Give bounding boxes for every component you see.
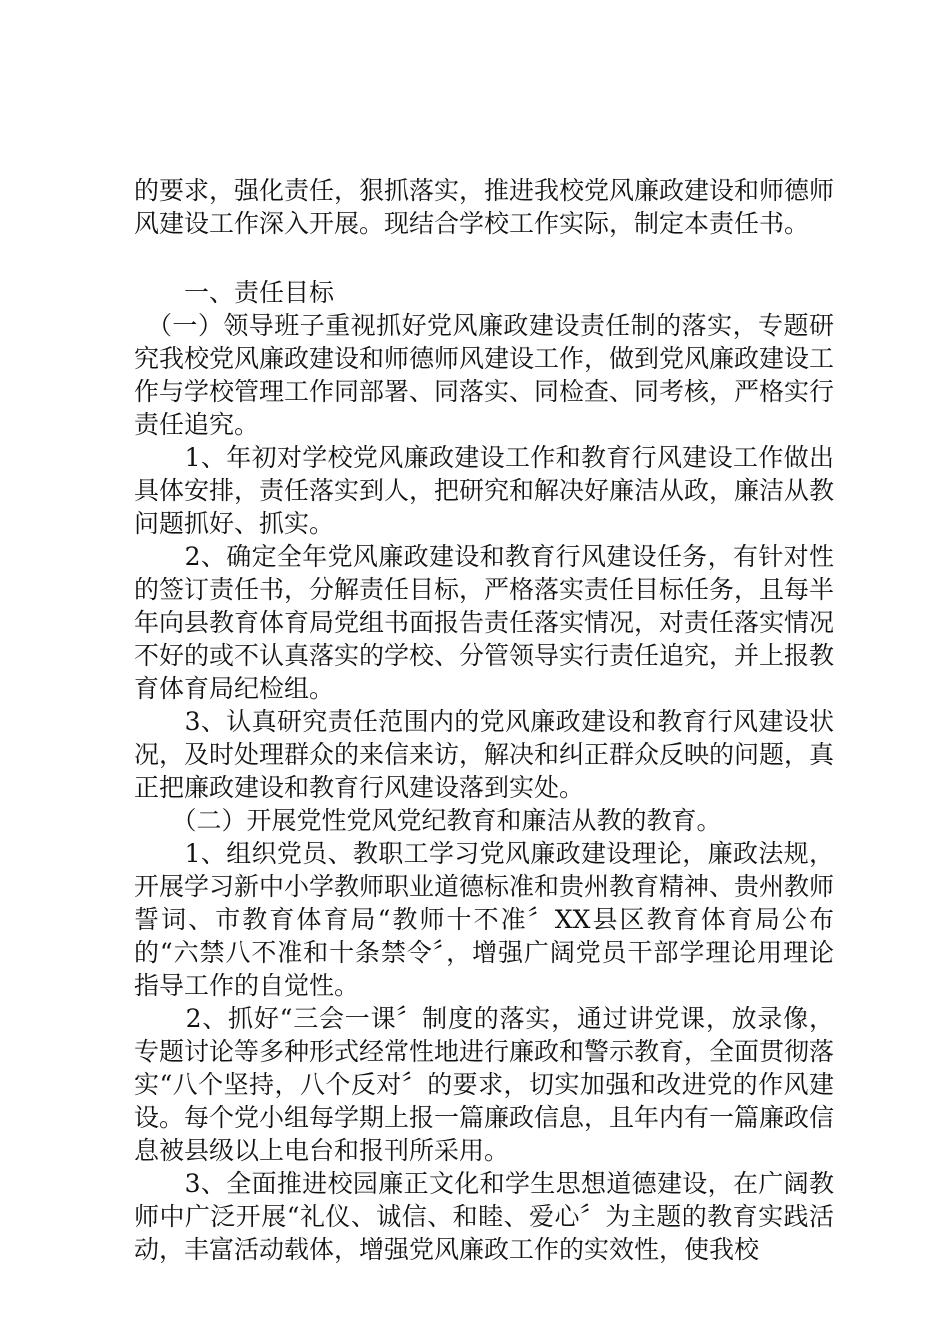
paragraph-item-2-3: 3、全面推进校园廉正文化和学生思想道德建设，在广阔教师中广泛开展“礼仪、诚信、和睦、爱心〞为主题的教育实践活动，丰富活动载体，增强党风廉政工作的实效性，使我校 xyxy=(134,1169,834,1264)
paragraph-subsection-1: （一）领导班子重视抓好党风廉政建设责任制的落实，专题研究我校党风廉政建设和师德师风建设工作，做到党风廉政建设工作与学校管理工作同部署、同落实、同检查、同考核，严格实行责任追究。 xyxy=(134,311,835,439)
document-body xyxy=(134,174,834,1266)
paragraph-item-1-1: 1、年初对学校党风廉政建设工作和教育行风建设工作做出具体安排，责任落实到人，把研究和解决好廉洁从政，廉洁从教问题抓好、抓实。 xyxy=(134,443,835,538)
paragraph-spacer xyxy=(134,240,834,276)
paragraph-subsection-2: （二）开展党性党风党纪教育和廉洁从教的教育。 xyxy=(134,806,722,835)
paragraph-item-1-3: 3、认真研究责任范围内的党风廉政建设和教育行风建设状况，及时处理群众的来信来访，解决和纠正群众反映的问题，真正把廉政建设和教育行风建设落到实处。 xyxy=(134,707,835,802)
paragraph-item-2-1: 1、组织党员、教职工学习党风廉政建设理论，廉政法规，开展学习新中小学教师职业道德标准和贵州教育精神、贵州教师誓词、市教育体育局“教师十不准〞XX县区教育体育局公布的“六禁八不准和十条禁令〞，增强广阔党员干部学理论用理论指导工作的自觉性。 xyxy=(134,839,835,1000)
paragraph-item-1-2: 2、确定全年党风廉政建设和教育行风建设任务，有针对性的签订责任书，分解责任目标，严格落实责任目标任务，且每半年向县教育体育局党组书面报告责任落实情况，对责任落实情况不好的或不认真落实的学校、分管领导实行责任追究，并上报教育体育局纪检组。 xyxy=(134,542,835,703)
paragraph-intro: 的要求，强化责任，狠抓落实，推进我校党风廉政建设和师德师风建设工作深入开展。现结合学校工作实际，制定本责任书。 xyxy=(134,176,835,238)
section-heading-responsibility-goals: 一、责任目标 xyxy=(134,278,335,307)
paragraph-item-2-2: 2、抓好“三会一课〞制度的落实，通过讲党课，放录像，专题讨论等多种形式经常性地进行廉政和警示教育，全面贯彻落实“八个坚持，八个反对〞的要求，切实加强和改进党的作风建设。每个党小组每学期上报一篇廉政信息，且年内有一篇廉政信息被县级以上电台和报刊所采用。 xyxy=(134,1004,835,1165)
